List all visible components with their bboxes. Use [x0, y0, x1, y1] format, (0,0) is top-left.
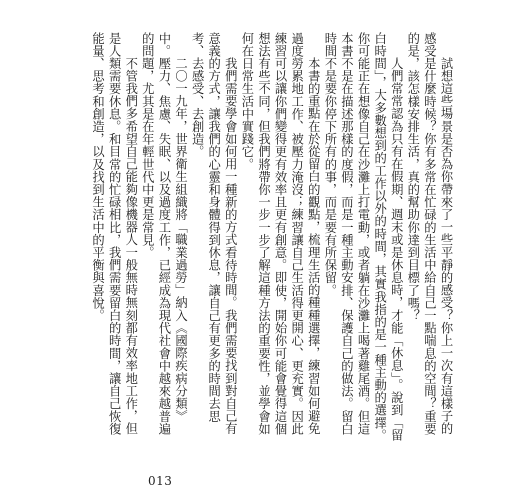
paragraph: 不管我們多希望自己能夠像機器人一般無時無刻都有效率地工作，但是人類需要休息。和目常的忙碌相比，我們需要留白的時間，讓自己恢復能量、思考和創造，以及找到生活中的平衡與喜悅。 — [90, 32, 138, 436]
paragraph: 試想這些場景是否為你帶來了一些平靜的感受？你上一次有這樣子的感受是什麼時候？你有多常在忙碌的生活中給自己一點喘息的空間？重要的是，該怎樣安排生活，真的幫助你達到目標了嗎？ — [405, 32, 453, 436]
page-number: 013 — [148, 474, 173, 488]
paragraph: 我們需要學會如何用一種新的方式看待時間。我們需要找到對自己有意義的方式，讓我們的心靈和身體得到休息，讓自己有更多的時間去思考、去感受、去創造。 — [190, 32, 238, 435]
body-text — [89, 32, 454, 447]
paragraph: 本書的重點在於從留白的觀點，梳理生活的種種選擇，練習如何避免過度勞累地工作、被壓力淹沒；練習讓自己生活得更開心、更充實。因此練習可以讓你們變得更有效率且更有創意。即使，開始你可能會覺得這個想法有些不同，但我們將帶你一步一步了解這種方法的重要性，並學會如何在日常生活中實踐它。 — [239, 32, 321, 436]
paragraph: 二〇一九年，世界衛生組織將「職業過勞」納入《國際疾病分類》中。壓力、焦慮、失眠、以及過度工作，已經成為現代社會中越來越普遍的問題，尤其是在年輕世代中更是常見。 — [140, 32, 188, 436]
paragraph: 人們常常認為只有在假期、週末或是休息時，才能「休息」。說到「留白時間」，大多數想到的工作以外的時間，其實我指的是一種主動的選擇。你可能正在想像自己在沙灘上打電動，或者躺在沙灘上喝著雞尾酒。但這本書不是在描述那樣的度假，而是一種主動安排、保護自己的做法。留白時間不是要你停下所有的事，而是要有所保留。 — [322, 32, 404, 442]
